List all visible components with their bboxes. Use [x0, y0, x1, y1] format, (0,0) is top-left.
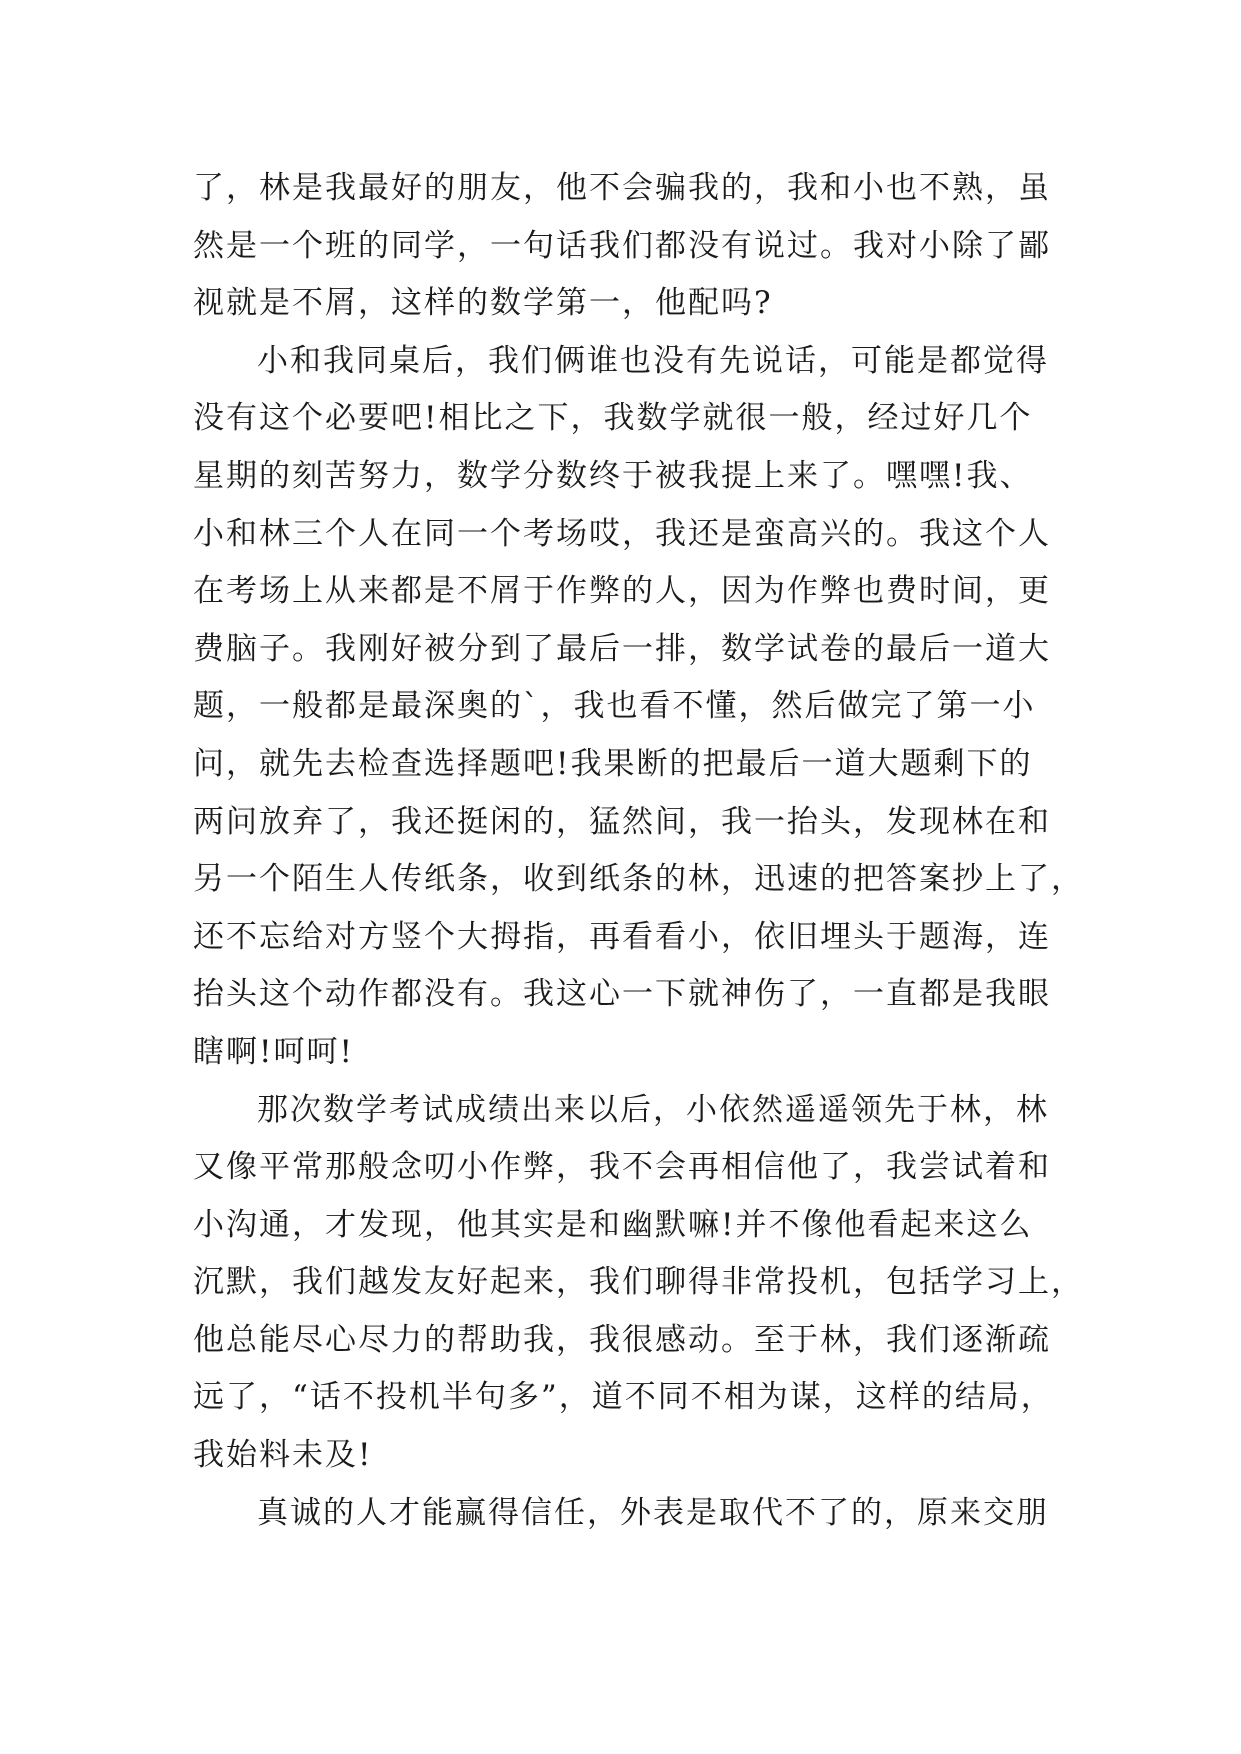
text-line: 沉默，我们越发友好起来，我们聊得非常投机，包括学习上，	[193, 1264, 1084, 1301]
text-line: 他总能尽心尽力的帮助我，我很感动。至于林，我们逐渐疏	[193, 1321, 1051, 1358]
text-line: 我始料未及!	[193, 1437, 373, 1474]
text-line: 视就是不屑，这样的数学第一，他配吗?	[193, 285, 773, 322]
text-line: 在考场上从来都是不屑于作弊的人，因为作弊也费时间，更	[193, 573, 1051, 610]
text-line: 抬头这个动作都没有。我这心一下就神伤了，一直都是我眼	[193, 976, 1051, 1013]
text-line: 还不忘给对方竖个大拇指，再看看小，依旧埋头于题海，连	[193, 918, 1051, 955]
text-line: 然是一个班的同学，一句话我们都没有说过。我对小除了鄙	[193, 227, 1051, 264]
text-line: 远了，“话不投机半句多”，道不同不相为谋，这样的结局，	[193, 1379, 1054, 1416]
text-line: 真诚的人才能赢得信任，外表是取代不了的，原来交朋	[257, 1494, 1049, 1531]
body-text	[193, 160, 1084, 1542]
text-line: 问，就先去检查选择题吧!我果断的把最后一道大题剩下的	[193, 745, 1033, 782]
text-line: 星期的刻苦努力，数学分数终于被我提上来了。嘿嘿!我、	[193, 457, 1033, 494]
text-line: 了，林是我最好的朋友，他不会骗我的，我和小也不熟，虽	[193, 170, 1051, 206]
text-line: 题，一般都是最深奥的`，我也看不懂，然后做完了第一小	[193, 688, 1036, 725]
text-line: 费脑子。我刚好被分到了最后一排，数学试卷的最后一道大	[193, 630, 1051, 667]
text-line: 瞎啊!呵呵!	[193, 1033, 354, 1070]
text-line: 又像平常那般念叨小作弊，我不会再相信他了，我尝试着和	[193, 1149, 1051, 1186]
text-line: 小沟通，才发现，他其实是和幽默嘛!并不像他看起来这么	[193, 1206, 1033, 1243]
text-line: 另一个陌生人传纸条，收到纸条的林，迅速的把答案抄上了，	[193, 861, 1084, 898]
text-line: 小和我同桌后，我们俩谁也没有先说话，可能是都觉得	[257, 342, 1049, 379]
text-line: 两问放弃了，我还挺闲的，猛然间，我一抬头，发现林在和	[193, 803, 1051, 840]
text-line: 没有这个必要吧!相比之下，我数学就很一般，经过好几个	[193, 400, 1033, 437]
text-line: 那次数学考试成绩出来以后，小依然遥遥领先于林，林	[257, 1091, 1049, 1128]
text-line: 小和林三个人在同一个考场哎，我还是蛮高兴的。我这个人	[193, 515, 1051, 552]
